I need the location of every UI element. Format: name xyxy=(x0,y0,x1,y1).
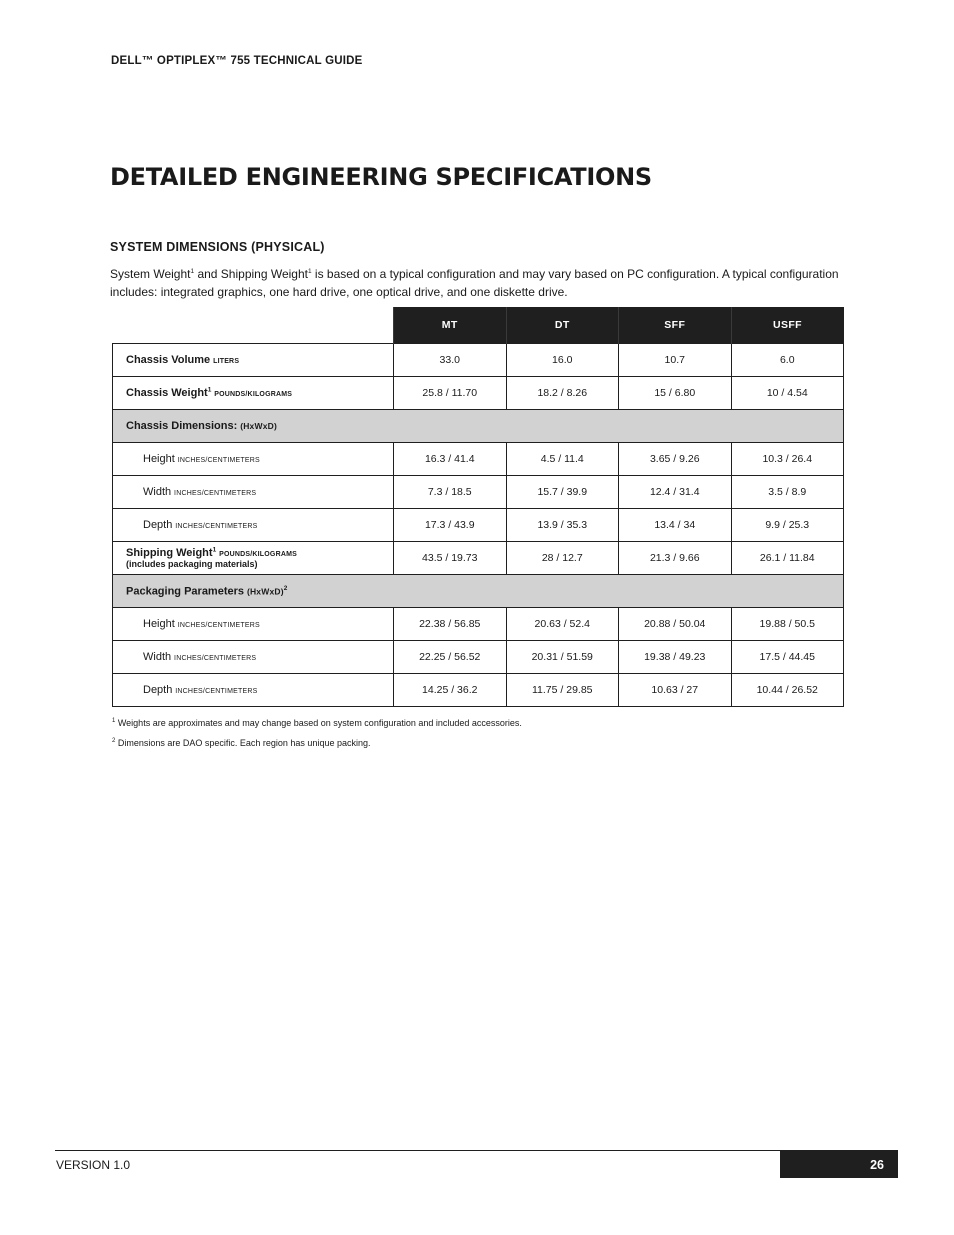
footnote-1 xyxy=(112,718,522,728)
row-label-text: Chassis Weight xyxy=(126,387,208,399)
document-header: DELL™ OPTIPLEX™ 755 TECHNICAL GUIDE xyxy=(111,55,363,67)
row-label-cell xyxy=(113,476,394,509)
row-label: Depth xyxy=(143,684,173,696)
row-label: Depth xyxy=(143,519,173,531)
value-cell: 16.0 xyxy=(506,344,619,377)
value-cell: 14.25 / 36.2 xyxy=(394,674,507,707)
column-header-usff: USFF xyxy=(731,307,844,344)
value-cell: 20.31 / 51.59 xyxy=(506,641,619,674)
dimensions-table xyxy=(112,307,844,707)
value-cell: 10.63 / 27 xyxy=(619,674,732,707)
footnote-mark: 1 xyxy=(207,386,212,394)
value-cell: 20.88 / 50.04 xyxy=(619,608,732,641)
header-blank-cell xyxy=(113,307,394,344)
table-group-row-chassis-dimensions xyxy=(113,410,844,443)
value-cell: 28 / 12.7 xyxy=(506,542,619,575)
row-label: Width xyxy=(143,651,172,663)
value-cell: 19.88 / 50.5 xyxy=(731,608,844,641)
row-unit: POUNDS/KILOGRAMS xyxy=(219,551,297,558)
column-header-sff: SFF xyxy=(619,307,732,344)
table-row-chassis-height xyxy=(113,443,844,476)
group-label-cell xyxy=(113,410,844,443)
intro-part3: is based on a typical configuration and may vary based on PC configuration. A typical configuration includes: integrated graphics, one hard drive, one optical drive, and one diskette drive. xyxy=(110,267,839,299)
group-label: Packaging Parameters xyxy=(126,585,245,598)
row-label-cell xyxy=(113,674,394,707)
intro-part1: System Weight xyxy=(110,267,191,281)
page-title: DETAILED ENGINEERING SPECIFICATIONS xyxy=(110,163,652,191)
column-header-mt: MT xyxy=(394,307,507,344)
value-cell: 25.8 / 11.70 xyxy=(394,377,507,410)
row-label-cell xyxy=(113,641,394,674)
value-cell: 12.4 / 31.4 xyxy=(619,476,732,509)
value-cell: 11.75 / 29.85 xyxy=(506,674,619,707)
row-note: (includes packaging materials) xyxy=(126,559,258,569)
row-unit: INCHES/CENTIMETERS xyxy=(175,523,258,530)
value-cell: 13.9 / 35.3 xyxy=(506,509,619,542)
group-unit: (HxWxD) xyxy=(246,586,284,597)
row-unit: LITERS xyxy=(213,358,240,365)
value-cell: 7.3 / 18.5 xyxy=(394,476,507,509)
row-unit: INCHES/CENTIMETERS xyxy=(174,655,257,662)
footnote-mark: 1 xyxy=(112,718,116,724)
value-cell: 15.7 / 39.9 xyxy=(506,476,619,509)
value-cell: 43.5 / 19.73 xyxy=(394,542,507,575)
page-number: 26 xyxy=(780,1151,898,1178)
value-cell: 10 / 4.54 xyxy=(731,377,844,410)
section-title: SYSTEM DIMENSIONS (PHYSICAL) xyxy=(110,240,325,254)
footnote-2 xyxy=(112,738,370,748)
table-row-packaging-width xyxy=(113,641,844,674)
row-label-cell xyxy=(113,344,394,377)
intro-sup1: 1 xyxy=(190,268,195,275)
value-cell: 16.3 / 41.4 xyxy=(394,443,507,476)
value-cell: 33.0 xyxy=(394,344,507,377)
value-cell: 18.2 / 8.26 xyxy=(506,377,619,410)
row-label-text: Shipping Weight xyxy=(126,547,213,559)
table-row-shipping-weight xyxy=(113,542,844,575)
value-cell: 3.65 / 9.26 xyxy=(619,443,732,476)
row-label: Width xyxy=(143,486,172,498)
table-row-packaging-height xyxy=(113,608,844,641)
row-label-cell xyxy=(113,542,394,575)
row-label-cell xyxy=(113,509,394,542)
row-label: Height xyxy=(143,618,175,630)
value-cell: 6.0 xyxy=(731,344,844,377)
group-label: Chassis Dimensions: xyxy=(126,420,238,432)
value-cell: 4.5 / 11.4 xyxy=(506,443,619,476)
row-label-cell xyxy=(113,608,394,641)
value-cell: 17.3 / 43.9 xyxy=(394,509,507,542)
table-row-packaging-depth xyxy=(113,674,844,707)
table-row-chassis-depth xyxy=(113,509,844,542)
value-cell: 3.5 / 8.9 xyxy=(731,476,844,509)
row-unit: INCHES/CENTIMETERS xyxy=(177,457,260,464)
group-unit: (HxWxD) xyxy=(240,421,278,431)
row-label: Chassis Volume xyxy=(126,354,211,366)
version-label: VERSION 1.0 xyxy=(56,1158,131,1172)
row-unit: INCHES/CENTIMETERS xyxy=(174,490,257,497)
table-row-chassis-width xyxy=(113,476,844,509)
value-cell: 22.25 / 56.52 xyxy=(394,641,507,674)
footnote-mark: 2 xyxy=(112,738,116,744)
value-cell: 26.1 / 11.84 xyxy=(731,542,844,575)
value-cell: 15 / 6.80 xyxy=(619,377,732,410)
row-label xyxy=(126,387,211,399)
value-cell: 13.4 / 34 xyxy=(619,509,732,542)
value-cell: 10.44 / 26.52 xyxy=(731,674,844,707)
row-unit: INCHES/CENTIMETERS xyxy=(175,688,258,695)
row-unit: POUNDS/KILOGRAMS xyxy=(214,391,293,398)
table-header-row xyxy=(113,307,844,344)
footer-divider xyxy=(55,1150,898,1151)
row-label xyxy=(126,547,216,559)
row-unit: INCHES/CENTIMETERS xyxy=(177,622,260,629)
group-label-cell xyxy=(113,575,844,608)
value-cell: 19.38 / 49.23 xyxy=(619,641,732,674)
footnote-text: Dimensions are DAO specific. Each region has unique packing. xyxy=(115,738,371,748)
row-label-cell xyxy=(113,377,394,410)
table-row-chassis-volume xyxy=(113,344,844,377)
value-cell: 22.38 / 56.85 xyxy=(394,608,507,641)
value-cell: 20.63 / 52.4 xyxy=(506,608,619,641)
footnote-mark: 2 xyxy=(283,584,288,592)
footnote-mark: 1 xyxy=(212,546,217,554)
footnote-text: Weights are approximates and may change based on system configuration and included accessories. xyxy=(115,718,522,728)
intro-sup2: 1 xyxy=(307,268,312,275)
table-group-row-packaging xyxy=(113,575,844,608)
value-cell: 10.3 / 26.4 xyxy=(731,443,844,476)
value-cell: 21.3 / 9.66 xyxy=(619,542,732,575)
row-label: Height xyxy=(143,453,175,465)
row-label-cell xyxy=(113,443,394,476)
value-cell: 9.9 / 25.3 xyxy=(731,509,844,542)
intro-paragraph xyxy=(110,266,845,301)
table-row-chassis-weight xyxy=(113,377,844,410)
intro-part2: and Shipping Weight xyxy=(194,267,308,281)
value-cell: 10.7 xyxy=(619,344,732,377)
column-header-dt: DT xyxy=(506,307,619,344)
value-cell: 17.5 / 44.45 xyxy=(731,641,844,674)
